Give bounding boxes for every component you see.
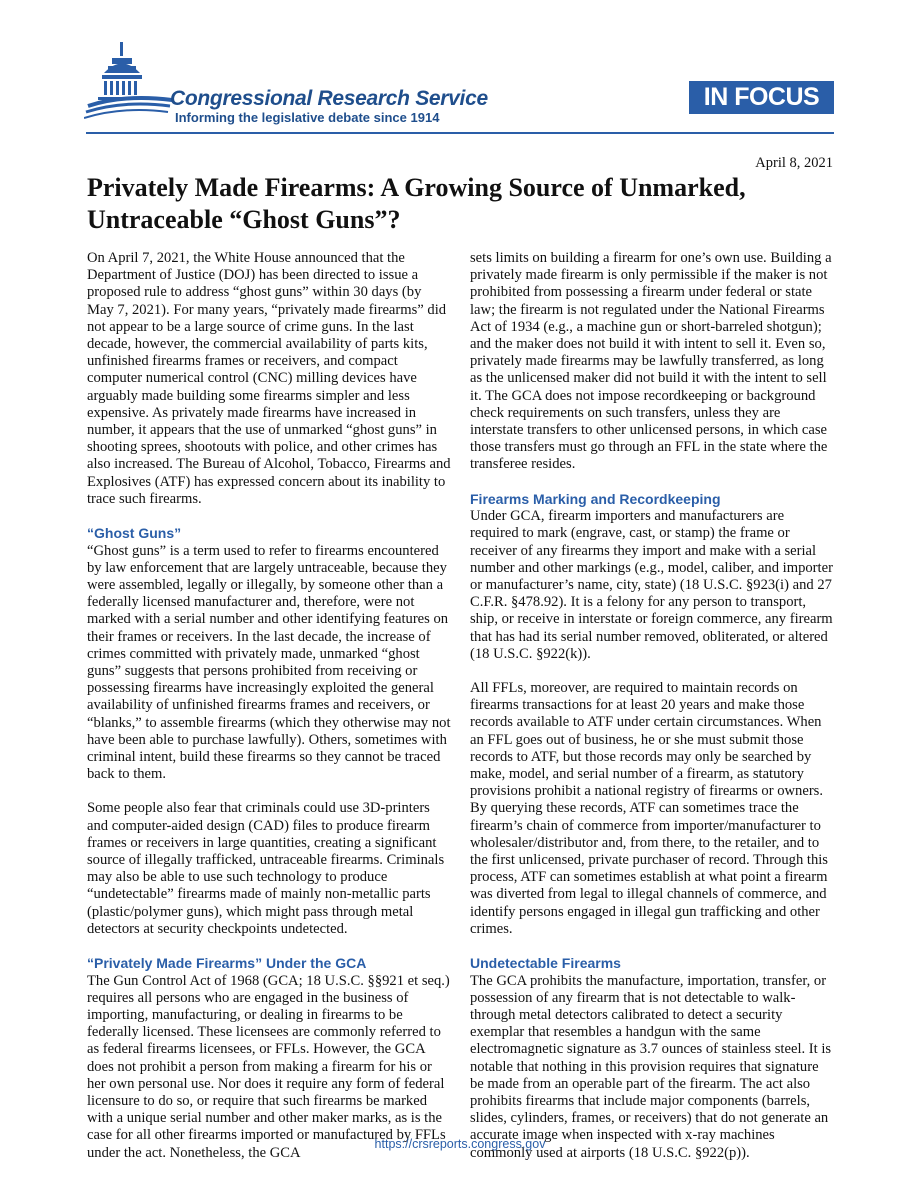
right-column xyxy=(470,250,834,1162)
section-heading-ghost-guns: “Ghost Guns” xyxy=(87,525,182,542)
page-header xyxy=(0,0,920,140)
recordkeeping-paragraph: All FFLs, moreover, are required to maintain records on firearms transactions for at least 20 years and make those records available to ATF under certain circumstances. When an FFL goes out of business, he or she must submit those records to ATF, but those records may only be searched by make, model, and serial number of a firearm, as statutory provisions prohibit a national registry of firearms or owners. By querying these records, ATF can sometimes trace the firearm’s chain of commerce from importer/manufacturer to wholesaler/distributor and, from there, to the retailer, and to the first unlicensed, private purchaser of record. Through this process, ATF can sometimes establish at what point a firearm was diverted from legal to illegal channels of commerce, and identify persons engaged in illegal gun trafficking and other crimes. xyxy=(470,679,828,937)
3d-printing-paragraph: Some people also fear that criminals could use 3D-printers and computer-aided design (CAD) files to produce firearm frames or receivers in large quantities, creating a significant source of illegally trafficked, untraceable firearms. Criminals may also be able to use such technology to produce “undetectable” firearms made of mainly non-metallic parts (plastic/polymer guns), which might pass through metal detectors at security checkpoints undetected. xyxy=(87,800,445,937)
gca-paragraph: The Gun Control Act of 1968 (GCA; 18 U.S.C. §§921 et seq.) requires all persons who are engaged in the business of importing, manufacturing, or dealing in firearms to be federally licensed. These licensees are commonly referred to as federal firearms licensees, or FFLs. However, the GCA does not prohibit a person from making a firearm for his or her own personal use. Nor does it require any form of federal licensure to do so, or require that such firearms be marked with a unique serial number and other maker marks, as is the case for all other firearms imported or manufactured by FFLs under the act. Nonetheless, the GCA xyxy=(87,972,450,1161)
section-heading-privately-made: “Privately Made Firearms” Under the GCA xyxy=(87,955,367,972)
intro-paragraph: On April 7, 2021, the White House announced that the Department of Justice (DOJ) has been directed to issue a proposed rule to address “ghost guns” within 30 days (by May 7, 2021). For many years, “privately made firearms” did not appear to be a large source of crime guns. In the last decade, however, the commercial availability of parts kits, unfinished firearms frames or receivers, and compact computer numerical control (CNC) milling devices have arguably made building some firearms simpler and less expensive. As privately made firearms have increased in number, it appears that the use of unmarked “ghost guns” in shooting sprees, shootouts with police, and other crimes has also increased. The Bureau of Alcohol, Tobacco, Firearms and Explosives (ATF) has expressed concern about its inability to trace such firearms. xyxy=(87,250,451,507)
org-tagline: Informing the legislative debate since 1914 xyxy=(175,110,440,125)
marking-paragraph: Under GCA, firearm importers and manufacturers are required to mark (engrave, cast, or stamp) the frame or receiver of any firearms they import and make with a serial number and other markings (e.g., model, caliber, and importer or manufacturer’s name, city, state) (18 U.S.C. §923(i) and 27 C.F.R. §478.92). It is a felony for any person to transport, ship, or receive in interstate or foreign commerce, any firearm that has had its serial number removed, obliterated, or altered (18 U.S.C. §922(k)). xyxy=(470,508,833,662)
in-focus-badge: IN FOCUS xyxy=(689,81,834,114)
section-heading-marking: Firearms Marking and Recordkeeping xyxy=(470,490,721,507)
footer-url-link[interactable]: https://crsreports.congress.gov xyxy=(374,1137,546,1151)
gca-limits-paragraph: sets limits on building a firearm for one’s own use. Building a privately made firearm is only permissible if the maker is not prohibited from possessing a firearm under federal or state law; the firearm is not regulated under the National Firearms Act of 1934 (e.g., a machine gun or short-barreled shotgun); and the maker does not build it with intent to sell it. Even so, privately made firearms may be lawfully transferred, as long as the unlicensed maker did not build it with the intent to sell it. The GCA does not impose recordkeeping or background check requirements on such transfers, unless they are interstate transfers to other unlicensed persons, in which case those transfers must go through an FFL in the state where the transferee resides. xyxy=(470,250,832,473)
undetectable-paragraph: The GCA prohibits the manufacture, importation, transfer, or possession of any firearm that is not detectable to walk-through metal detectors calibrated to detect a security exemplar that resembles a handgun with the same electromagnetic signature as 3.7 ounces of stainless steel. It is notable that nothing in this provision requires that signature be made from an operable part of the firearm. The act also prohibits firearms that include major components (barrels, slides, cylinders, frames, or receivers) that do not generate an accurate image when inspected with x-ray machines commonly used at airports (18 U.S.C. §922(p)). xyxy=(470,972,832,1161)
capitol-dome-logo-icon xyxy=(84,40,174,126)
left-column xyxy=(87,250,451,1162)
section-heading-undetectable: Undetectable Firearms xyxy=(470,955,621,972)
org-name: Congressional Research Service xyxy=(170,87,488,110)
header-divider xyxy=(86,132,834,134)
ghost-guns-paragraph: “Ghost guns” is a term used to refer to firearms encountered by law enforcement that are largely untraceable, because they were assembled, legally or illegally, by someone other than a federally licensed manufacturer and, therefore, were not marked with a serial number and other identifying features on their frames or receivers. In the last decade, the increase of crimes committed with privately made, unmarked “ghost guns” suggests that persons prohibited from receiving or possessing firearms have increasingly exploited the general availability of unfinished firearms frames and receivers, or “blanks,” to assemble firearms (which they otherwise may not have been able to purchase lawfully). Others, sometimes with criminal intent, build these firearms so they cannot be traced back to them. xyxy=(87,542,451,783)
publication-date: April 8, 2021 xyxy=(755,155,833,171)
document-title: Privately Made Firearms: A Growing Source of Unmarked, Untraceable “Ghost Guns”? xyxy=(87,173,746,234)
